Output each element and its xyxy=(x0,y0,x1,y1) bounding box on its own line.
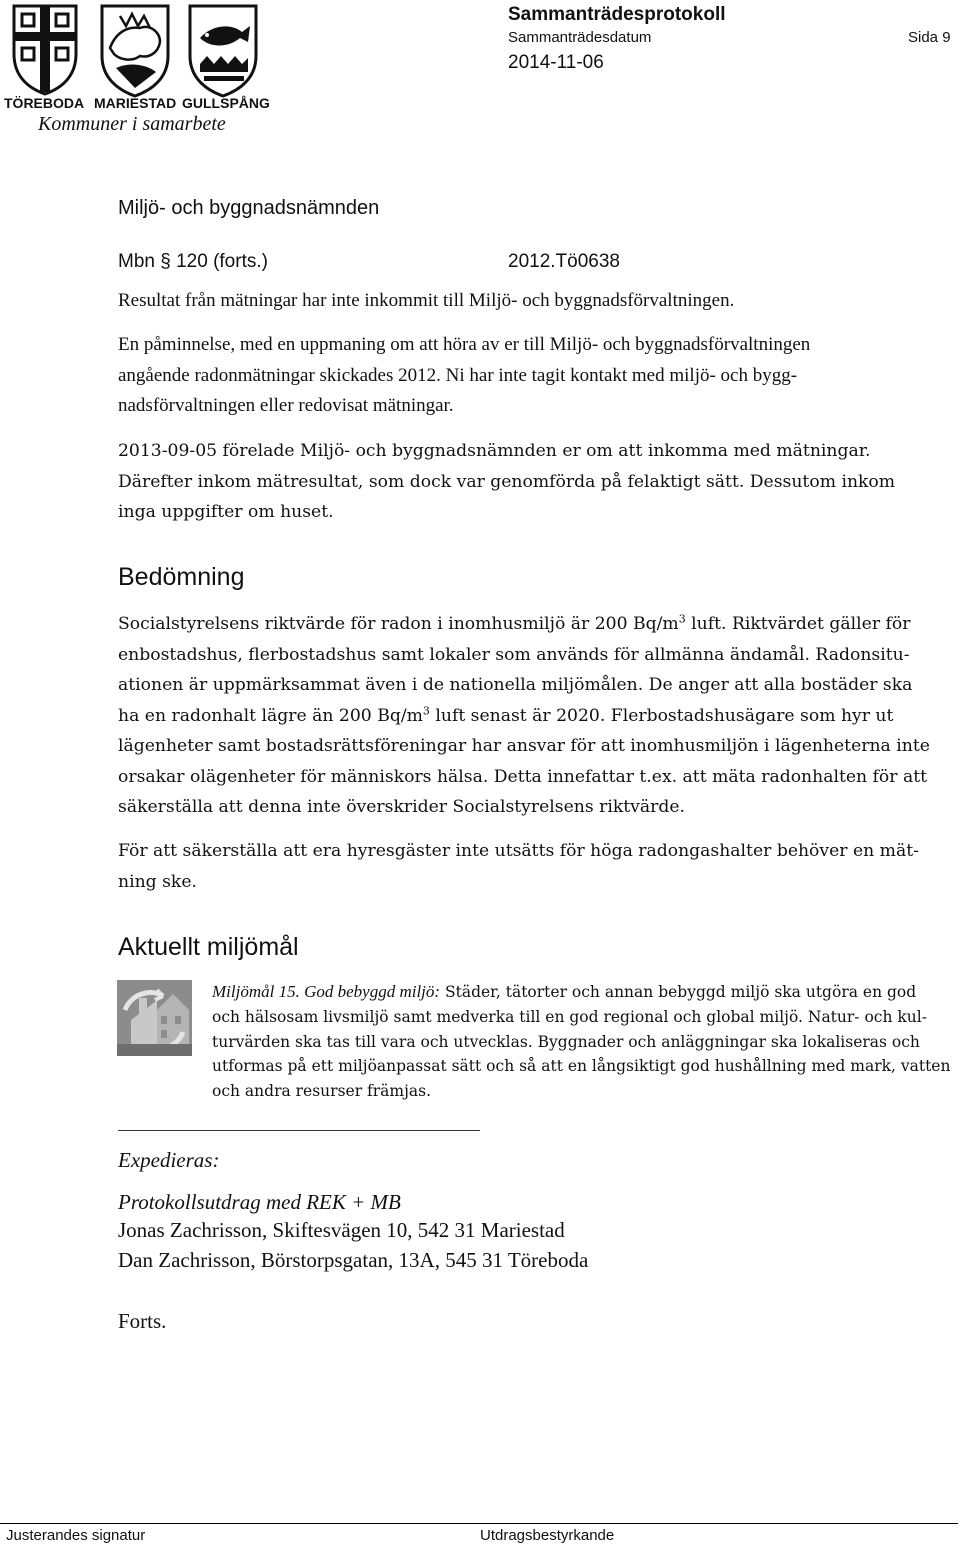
text-line: angående radonmätningar skickades 2012. Ni har inte tagit kontakt med miljö- och bygg- xyxy=(118,364,798,386)
environment-goal-text xyxy=(212,980,952,1104)
text-line: inga uppgifter om huset. xyxy=(118,502,334,522)
text-fragment: Socialstyrelsens riktvärde för radon i inomhusmiljö är 200 Bq/m xyxy=(118,614,679,634)
text-fragment: Städer, tätorter och annan bebyggd miljö ska utgöra en god xyxy=(440,983,917,1001)
environment-goal-heading: Aktuellt miljömål xyxy=(118,933,299,961)
superscript: 3 xyxy=(678,612,686,626)
logo-label-toreboda: TÖREBODA xyxy=(4,95,85,111)
text-line: lägenheter samt bostadsrättsföreningar har ansvar för att inomhusmiljön i lägenheterna inte xyxy=(118,736,930,756)
text-line: orsakar olägenheter för människors hälsa. Detta innefattar t.ex. att mäta radonhalten för att xyxy=(118,766,928,787)
meeting-date: 2014-11-06 xyxy=(508,52,604,73)
recipient-address: Jonas Zachrisson, Skiftesvägen 10, 542 31 Mariestad xyxy=(118,1218,565,1242)
protocol-extract: Protokollsutdrag med REK + MB xyxy=(118,1190,401,1214)
assessment-paragraph xyxy=(118,609,958,823)
toreboda-shield-icon xyxy=(14,6,76,94)
committee-name: Miljö- och byggnadsnämnden xyxy=(118,197,380,219)
logo-label-mariestad: MARIESTAD xyxy=(94,95,177,111)
text-line: Därefter inkom mätresultat, som dock var genomförda på felaktigt sätt. Dessutom inkom xyxy=(118,471,896,492)
text-line: Resultat från mätningar har inte inkommit till Miljö- och byggnadsförvaltningen. xyxy=(118,290,735,311)
text-line: ationen är uppmärksammat även i de nationella miljömålen. De anger att alla bostäder ska xyxy=(118,675,913,695)
text-line xyxy=(212,980,952,1005)
signature-label: Justerandes signatur xyxy=(6,1527,146,1544)
body-paragraph-1 xyxy=(118,286,958,317)
text-line: och hälsosam livsmiljö samt medverka till en god regional och global miljö. Natur- och kul- xyxy=(212,1007,927,1026)
goal-label: Miljömål 15. God bebyggd miljö: xyxy=(212,982,441,1001)
assessment-heading: Bedömning xyxy=(118,563,245,591)
gullspang-shield-icon xyxy=(190,6,256,96)
certification-label: Utdragsbestyrkande xyxy=(480,1527,615,1544)
text-line: nadsförvaltningen eller redovisat mätningar. xyxy=(118,395,454,416)
meeting-date-label: Sammanträdesdatum xyxy=(508,29,652,46)
assessment-paragraph-2 xyxy=(118,836,958,897)
superscript: 3 xyxy=(422,703,430,717)
logo-tagline: Kommuner i samarbete xyxy=(38,113,226,135)
logo-label-gullspang: GULLSPÅNG xyxy=(182,95,270,111)
footer-divider xyxy=(0,1523,958,1524)
text-line: 2013-09-05 förelade Miljö- och byggnadsnämnden er om att inkomma med mätningar. xyxy=(118,441,871,461)
text-line xyxy=(118,701,958,732)
text-line: turvärden ska tas till vara och utvecklas. Byggnader och anläggningar ska lokaliseras och xyxy=(212,1032,920,1051)
text-fragment: luft. Riktvärdet gäller för xyxy=(685,614,911,634)
paragraph-number: Mbn § 120 (forts.) xyxy=(118,251,268,272)
body-paragraph-2 xyxy=(118,330,958,422)
document-title: Sammanträdesprotokoll xyxy=(508,4,726,25)
text-line: enbostadshus, flerbostadshus samt lokaler som används för allmänna ändamål. Radonsitu- xyxy=(118,644,910,665)
text-line xyxy=(118,609,958,640)
text-fragment: luft senast är 2020. Flerbostadshusägare som hyr ut xyxy=(429,705,894,726)
text-line: ning ske. xyxy=(118,871,197,892)
text-line: säkerställa att denna inte överskrider Socialstyrelsens riktvärde. xyxy=(118,797,685,817)
mariestad-shield-icon xyxy=(102,6,168,96)
body-paragraph-3 xyxy=(118,436,958,528)
text-line: För att säkerställa att era hyresgäster inte utsätts för höga radongashalter behöver en mät- xyxy=(118,841,919,861)
divider-line xyxy=(118,1130,480,1131)
text-fragment: ha en radonhalt lägre än 200 Bq/m xyxy=(118,705,423,726)
municipal-logos xyxy=(4,2,270,138)
built-environment-icon xyxy=(117,980,192,1056)
text-line: utformas på ett miljöanpassat sätt och så att en långsiktigt god hushållning med mark, vatten xyxy=(212,1057,951,1076)
dispatch-label: Expedieras: xyxy=(118,1148,220,1172)
page-number: Sida 9 xyxy=(908,29,951,46)
continued-note: Forts. xyxy=(118,1309,167,1333)
recipient-address: Dan Zachrisson, Börstorpsgatan, 13A, 545 31 Töreboda xyxy=(118,1248,589,1272)
text-line: En påminnelse, med en uppmaning om att höra av er till Miljö- och byggnadsförvaltningen xyxy=(118,334,811,355)
text-line: och andra resurser främjas. xyxy=(212,1082,432,1101)
case-reference: 2012.Tö0638 xyxy=(508,251,620,272)
